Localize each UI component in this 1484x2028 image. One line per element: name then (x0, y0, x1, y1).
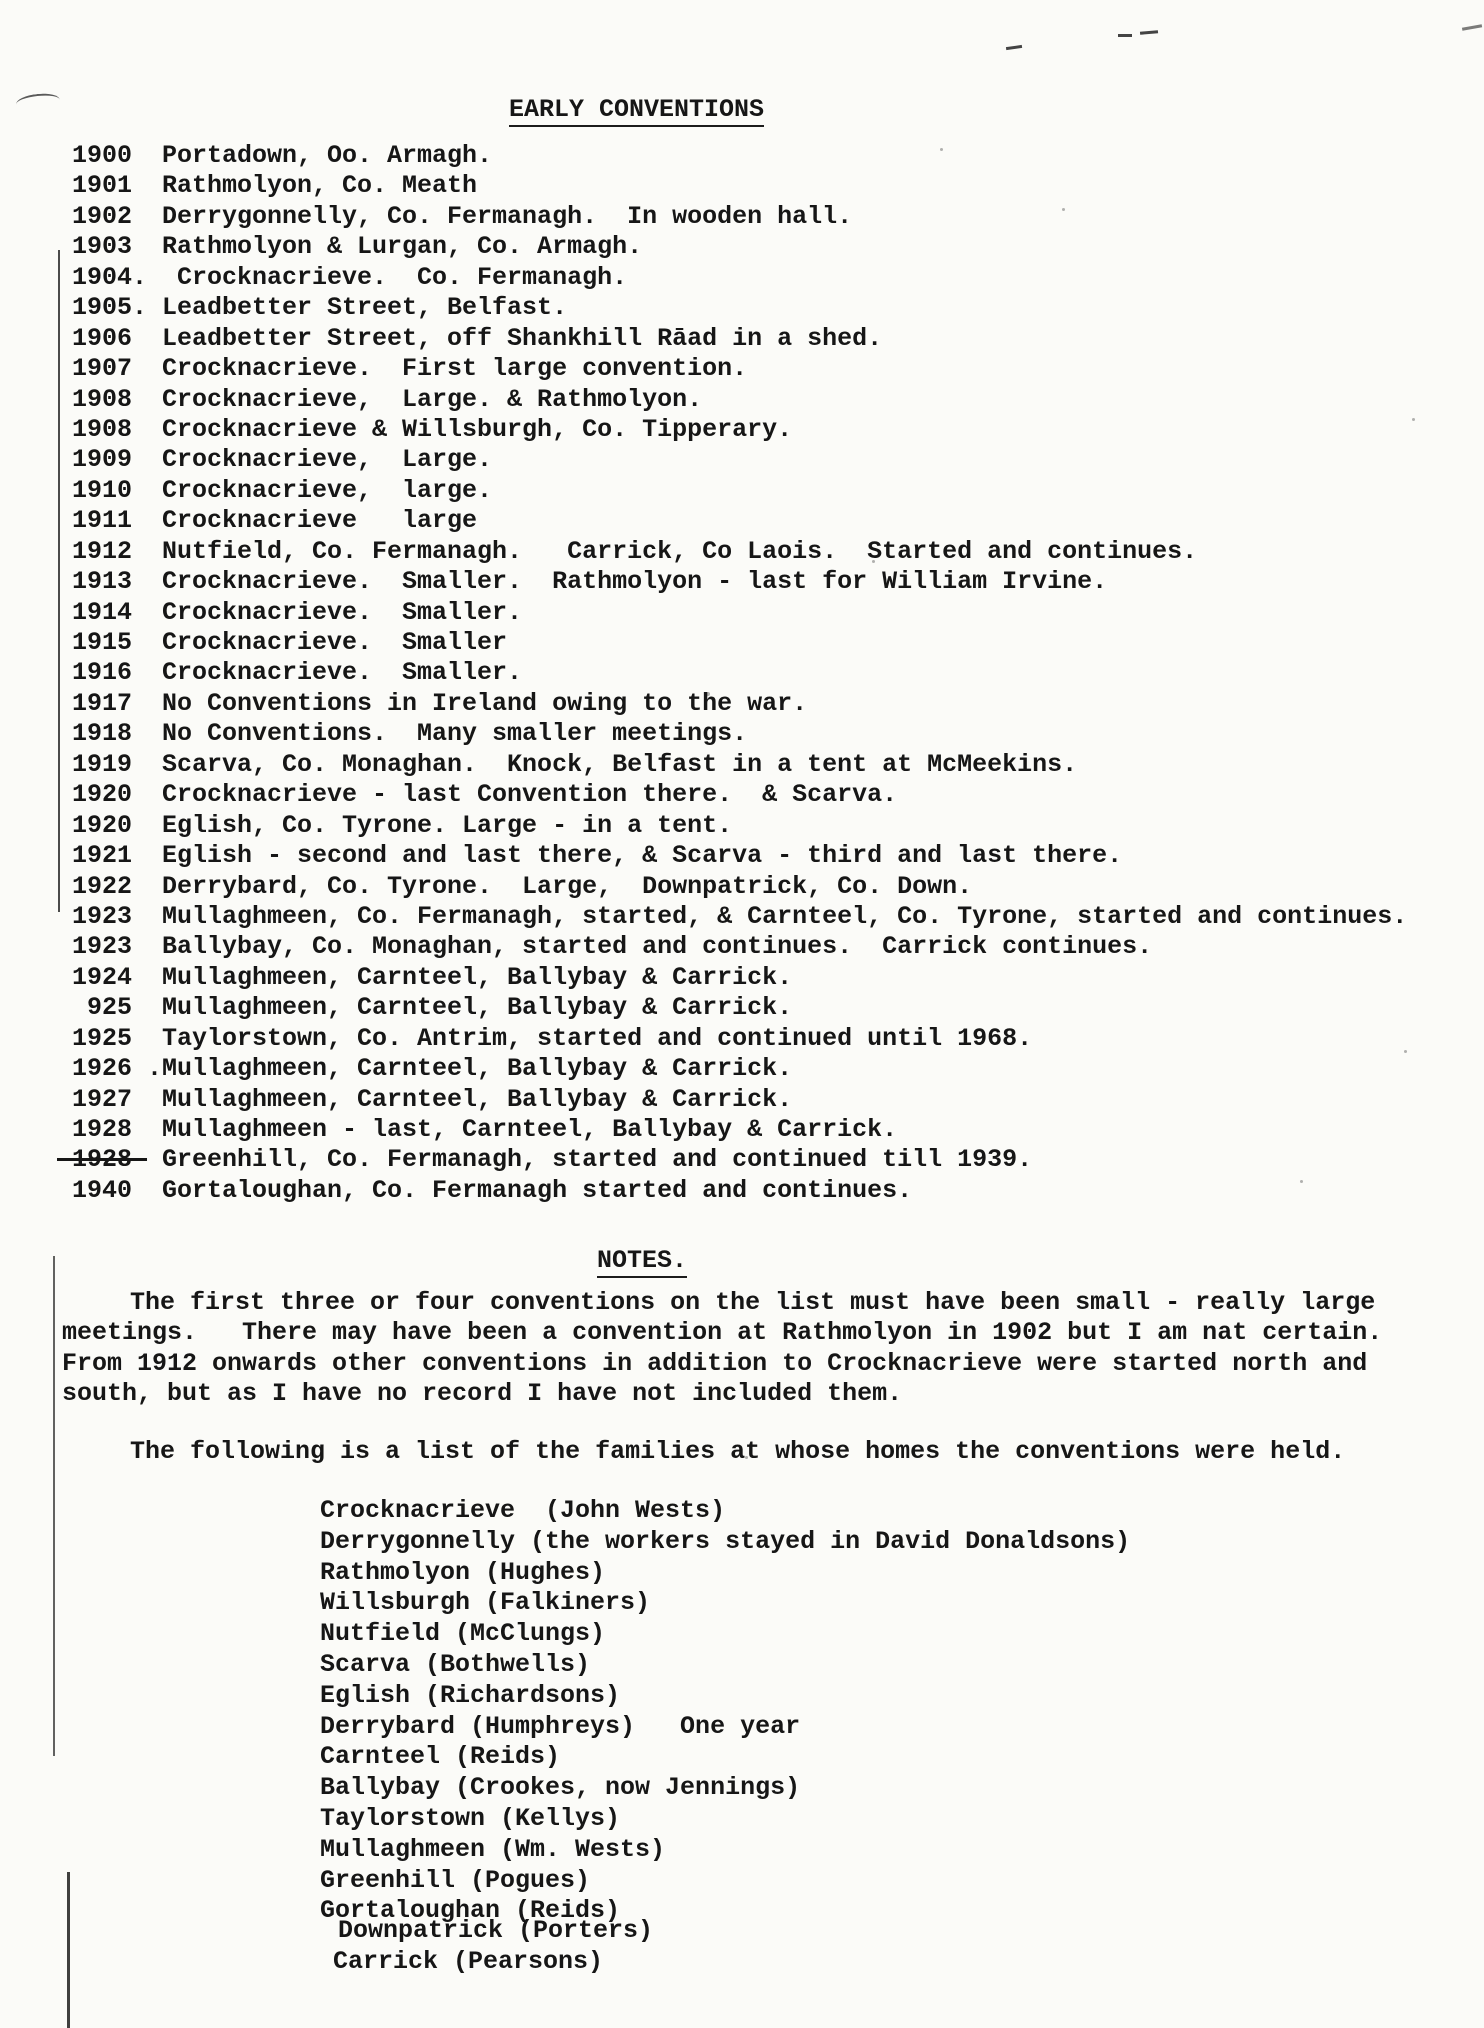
convention-row (72, 1115, 1407, 1145)
convention-row (72, 354, 1407, 384)
left-margin-rule-bottom (67, 1872, 70, 2028)
family-line: Rathmolyon (Hughes) (320, 1557, 606, 1587)
family-line: Scarva (Bothwells) (320, 1649, 591, 1679)
convention-row (72, 993, 1407, 1023)
convention-row (72, 385, 1407, 415)
convention-text: Crocknacrieve, Large. & Rathmolyon. (162, 384, 703, 414)
convention-year-struck: -1928- (57, 1145, 148, 1175)
convention-year: 1908 (72, 414, 133, 444)
convention-text: Scarva, Co. Monaghan. Knock, Belfast in a tent at McMeekins. (162, 749, 1078, 779)
convention-row (72, 506, 1407, 536)
family-line: Nutfield (McClungs) (320, 1619, 606, 1649)
convention-row (72, 445, 1407, 475)
convention-year: 1901 (72, 171, 133, 201)
convention-row (72, 171, 1407, 201)
convention-year: 1920 (72, 780, 133, 810)
convention-text: Crocknacrieve. Smaller. (162, 658, 523, 688)
convention-year: 1905. (72, 293, 148, 323)
convention-text: Crocknacrieve, Large. (162, 445, 493, 475)
scan-stray-dash (1118, 34, 1132, 37)
convention-year: 1904. (72, 262, 148, 292)
family-line: Gortaloughan (Reids) (320, 1896, 621, 1926)
convention-text: Derrybard, Co. Tyrone. Large, Downpatrick, Co. Down. (162, 871, 973, 901)
convention-year: 1922 (72, 871, 133, 901)
convention-year: 1921 (72, 841, 133, 871)
convention-year: 1928 (72, 1115, 133, 1144)
scan-stray-dash (1006, 45, 1022, 50)
convention-row (72, 719, 1407, 749)
scan-stray-curve (15, 92, 60, 113)
convention-text: Mullaghmeen, Carnteel, Ballybay & Carrick. (162, 962, 793, 992)
convention-text: Crocknacrieve & Willsburgh, Co. Tipperary. (162, 414, 793, 444)
convention-row (72, 293, 1407, 323)
convention-year: 925 (72, 993, 133, 1023)
convention-row (72, 750, 1407, 780)
notes-heading: NOTES. (597, 1246, 687, 1278)
convention-year: 1925 (72, 1023, 133, 1053)
convention-text: Leadbetter Street, Belfast. (162, 293, 568, 323)
convention-text: Mullaghmeen - last, Carnteel, Ballybay & Carrick. (162, 1115, 898, 1144)
convention-year: 1903 (72, 232, 133, 262)
notes-paragraph-line: The first three or four conventions on the list must have been small - really large (130, 1288, 1376, 1317)
convention-year: 1912 (72, 536, 133, 566)
convention-text: Leadbetter Street, off Shankhill Rāad in a shed. (162, 323, 883, 353)
convention-row (72, 232, 1407, 262)
convention-row (72, 1085, 1407, 1115)
convention-row (72, 780, 1407, 810)
convention-text: Crocknacrieve, large. (162, 475, 493, 505)
convention-text: Crocknacrieve. Smaller (162, 628, 508, 657)
convention-year: 1902 (72, 201, 133, 231)
family-line: Downpatrick (Porters) (338, 1916, 654, 1946)
page-title: EARLY CONVENTIONS (509, 95, 764, 127)
convention-year: 1919 (72, 749, 133, 779)
convention-year: 1907 (72, 354, 133, 384)
scan-stray-dash (1140, 30, 1158, 34)
convention-row (72, 902, 1407, 932)
family-line: Crocknacrieve (John Wests) (320, 1496, 726, 1525)
convention-year: 1906 (72, 323, 133, 353)
convention-text: Crocknacrieve. Smaller. Rathmolyon - last for William Irvine. (162, 567, 1108, 597)
convention-year: 1913 (72, 567, 133, 597)
convention-year: 1918 (72, 719, 133, 749)
convention-text: Taylorstown, Co. Antrim, started and continued until 1968. (162, 1023, 1033, 1053)
convention-row (72, 567, 1407, 597)
convention-text: Gortaloughan, Co. Fermanagh started and continues. (162, 1175, 913, 1205)
convention-text: Eglish, Co. Tyrone. Large - in a tent. (162, 810, 733, 840)
family-line: Ballybay (Crookes, now Jennings) (320, 1773, 801, 1803)
convention-row (72, 324, 1407, 354)
convention-year: 1916 (72, 658, 133, 688)
family-line: Taylorstown (Kellys) (320, 1803, 621, 1833)
convention-row (72, 263, 1407, 293)
convention-text: Mullaghmeen, Co. Fermanagh, started, & Carnteel, Co. Tyrone, started and continues. (162, 901, 1408, 931)
convention-text: Portadown, Oo. Armagh. (162, 141, 493, 170)
convention-year: 1923 (72, 901, 133, 931)
convention-text: Crocknacrieve. Co. Fermanagh. (162, 262, 628, 292)
convention-row (72, 628, 1407, 658)
convention-year: 1914 (72, 597, 133, 627)
convention-row (72, 598, 1407, 628)
convention-year: 1924 (72, 962, 133, 992)
convention-text: Eglish - second and last there, & Scarva - third and last there. (162, 841, 1123, 871)
convention-year: 1915 (72, 628, 133, 657)
family-line: Derrygonnelly (the workers stayed in David Donaldsons) (320, 1526, 1131, 1556)
family-line: Carrick (Pearsons) (333, 1946, 604, 1976)
convention-row (72, 202, 1407, 232)
convention-year: 1910 (72, 475, 133, 505)
convention-row (72, 658, 1407, 688)
scan-speck (1412, 418, 1415, 421)
convention-row (72, 932, 1407, 962)
family-line: Derrybard (Humphreys) One year (320, 1711, 801, 1741)
convention-year: 1909 (72, 445, 133, 475)
convention-text: Mullaghmeen, Carnteel, Ballybay & Carrick. (162, 1084, 793, 1114)
convention-text: Crocknacrieve - last Convention there. & Scarva. (162, 780, 898, 810)
convention-row (72, 841, 1407, 871)
convention-year: 1923 (72, 932, 133, 962)
family-line: Carnteel (Reids) (320, 1742, 561, 1772)
convention-text: Crocknacrieve large (162, 506, 478, 536)
convention-text: Ballybay, Co. Monaghan, started and continues. Carrick continues. (162, 932, 1153, 962)
notes-paragraph-line: From 1912 onwards other conventions in addition to Crocknacrieve were started north and (62, 1348, 1368, 1378)
convention-row (72, 1054, 1407, 1084)
convention-row (72, 476, 1407, 506)
convention-row (72, 141, 1407, 171)
convention-row (72, 963, 1407, 993)
convention-text: No Conventions. Many smaller meetings. (162, 719, 748, 749)
convention-text: Derrygonnelly, Co. Fermanagh. In wooden hall. (162, 201, 853, 231)
convention-row (57, 1145, 1407, 1175)
left-margin-rule-top (58, 250, 60, 912)
convention-text: Greenhill, Co. Fermanagh, started and continued till 1939. (162, 1145, 1033, 1175)
convention-year: 1926 . (72, 1054, 163, 1084)
convention-text: Rathmolyon & Lurgan, Co. Armagh. (162, 232, 643, 262)
convention-text: No Conventions in Ireland owing to the war. (162, 688, 808, 718)
scan-stray-dash (1462, 24, 1482, 30)
convention-year: 1900 (72, 141, 133, 170)
convention-text: Rathmolyon, Co. Meath (162, 171, 478, 201)
notes-paragraph (62, 1288, 1382, 1410)
convention-text: Mullaghmeen, Carnteel, Ballybay & Carrick. (162, 993, 793, 1023)
family-line: Willsburgh (Falkiners) (320, 1588, 651, 1618)
convention-row (72, 415, 1407, 445)
convention-year: 1940 (72, 1175, 133, 1205)
convention-year: 1917 (72, 688, 133, 718)
convention-text: Crocknacrieve. First large convention. (162, 354, 748, 384)
notes-paragraph-line: meetings. There may have been a convention at Rathmolyon in 1902 but I am nat certain. (62, 1318, 1383, 1348)
convention-text: Crocknacrieve. Smaller. (162, 597, 523, 627)
convention-text: Nutfield, Co. Fermanagh. Carrick, Co Laois. Started and continues. (162, 536, 1198, 566)
family-line: Eglish (Richardsons) (320, 1680, 621, 1710)
family-line: Mullaghmeen (Wm. Wests) (320, 1834, 666, 1864)
families-intro: The following is a list of the families at whose homes the conventions were held. (130, 1437, 1346, 1466)
families-list (320, 1496, 1130, 1978)
convention-year: 1911 (72, 506, 133, 536)
convention-row (72, 537, 1407, 567)
convention-year: 1927 (72, 1084, 133, 1114)
family-line: Greenhill (Pogues) (320, 1865, 591, 1895)
convention-row (72, 872, 1407, 902)
convention-text: Mullaghmeen, Carnteel, Ballybay & Carrick. (162, 1054, 793, 1084)
convention-row (72, 689, 1407, 719)
convention-row (72, 1024, 1407, 1054)
notes-paragraph-line: south, but as I have no record I have not included them. (62, 1379, 903, 1409)
conventions-list (57, 141, 1408, 1206)
convention-row (72, 811, 1407, 841)
convention-row (72, 1176, 1407, 1206)
convention-year: 1920 (72, 810, 133, 840)
left-margin-rule-middle (53, 1256, 55, 1756)
convention-year: 1908 (72, 384, 133, 414)
